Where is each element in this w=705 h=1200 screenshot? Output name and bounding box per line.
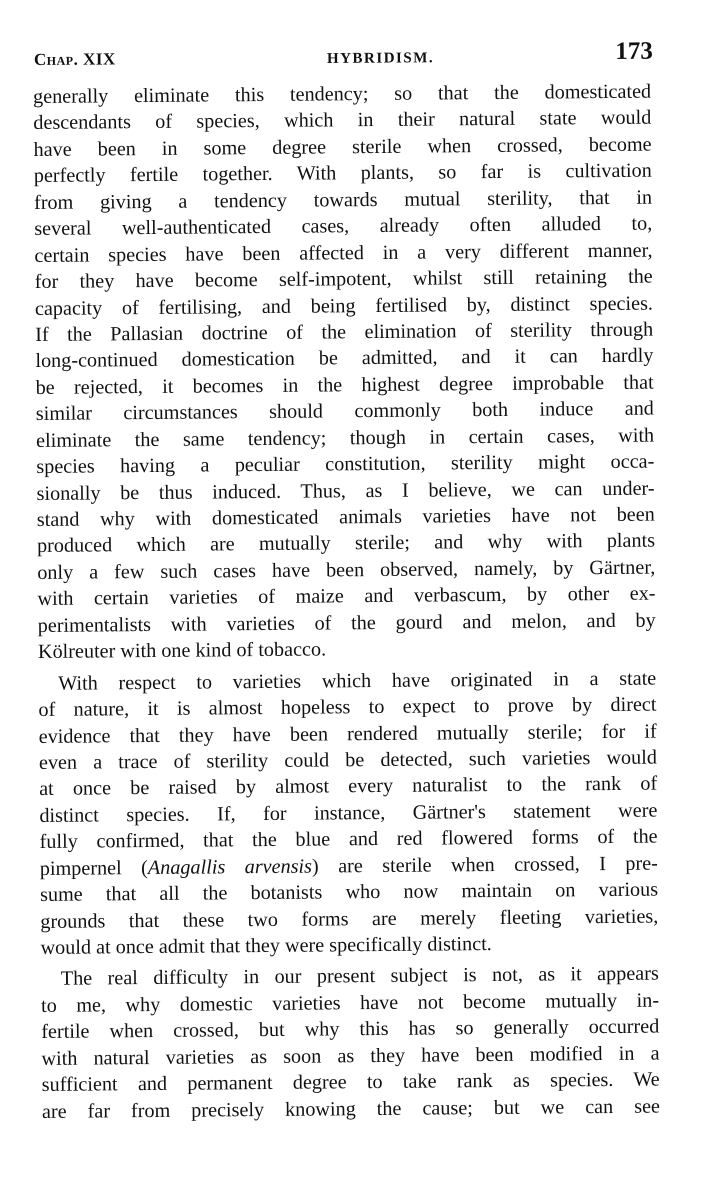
text-line: descendants of species, which in their natural state would [33, 107, 652, 135]
species-name-italic: Anagallis arvensis [147, 855, 313, 879]
text-line: with certain varieties of maize and verbascum, by other ex- [37, 582, 656, 611]
text-line: are far from precisely knowing the cause; but we can see [41, 1095, 661, 1123]
running-title: HYBRIDISM. [326, 50, 435, 67]
text-line: stand why with domesticated animals varieties have not been [36, 503, 655, 531]
text-line: only a few such cases have been observed, namely, by Gärtner, [37, 556, 656, 584]
page-number: 173 [615, 37, 653, 65]
text-line: grounds that these two forms are merely fleeting varieties, [40, 905, 659, 933]
text-line: several well-authenticated cases, already often alluded to, [34, 212, 653, 241]
text-line: from giving a tendency towards mutual sterility, that in [33, 186, 653, 214]
text-line: to me, why domestic varieties have not become mutually in- [40, 989, 660, 1017]
text-line: perimentalists with varieties of the gourd and melon, and by [37, 609, 656, 637]
text-line: With respect to varieties which have originated in a state [58, 667, 657, 695]
text-line: be rejected, it becomes in the highest degree improbable that [35, 371, 654, 399]
text-line: sionally be thus induced. Thus, as I believe, we can under- [36, 477, 655, 505]
text-line: fertile when crossed, but why this has so generally occurred [41, 1015, 660, 1044]
text-line: evidence that they have been rendered mutually sterile; for if [38, 720, 657, 748]
text-line: generally eliminate this tendency; so that the domesticated [33, 80, 652, 108]
text-line: sufficient and permanent degree to take rank as species. We [41, 1068, 660, 1097]
text-fragment: pimpernel ( [39, 856, 148, 880]
text-line: The real difficulty in our present subject is not, as it appears [60, 963, 659, 991]
body-text [33, 79, 660, 1125]
text-line: even a trace of sterility could be detected, such varieties would [38, 746, 657, 774]
text-line: certain species have been affected in a very different manner, [34, 239, 653, 267]
text-line: fully confirmed, that the blue and red flowered forms of the [39, 825, 658, 854]
text-line: similar circumstances should commonly both induce and [35, 397, 654, 426]
chapter-label: Chap. XIX [33, 49, 116, 70]
text-fragment: ) are sterile when crossed, I pre- [311, 852, 658, 878]
text-line: for they have become self-impotent, whilst still retaining the [34, 265, 653, 294]
text-line: distinct species. If, for instance, Gärtner's statement were [39, 799, 658, 827]
text-line: If the Pallasian doctrine of the elimination of sterility through [35, 318, 654, 346]
text-line: Kölreuter with one kind of tobacco. [37, 638, 327, 664]
text-line: with natural varieties as soon as they have been modified in a [41, 1042, 660, 1070]
text-line: species having a peculiar constitution, sterility might occa- [36, 450, 655, 479]
page-header [34, 26, 653, 70]
text-line: perfectly fertile together. With plants, so far is cultivation [33, 159, 652, 188]
text-line: have been in some degree sterile when crossed, become [33, 133, 652, 161]
text-line: long-continued domestication be admitted, and it can hardly [35, 344, 654, 373]
text-line: produced which are mutually sterile; and why with plants [36, 530, 656, 558]
text-line: at once be raised by almost every naturalist to the rank of [39, 772, 658, 801]
text-line: would at once admit that they were specifically distinct. [40, 933, 492, 959]
text-line: eliminate the same tendency; though in certain cases, with [36, 424, 655, 452]
text-line: sume that all the botanists who now maintain on various [39, 878, 659, 907]
text-line: capacity of fertilising, and being fertilised by, distinct species. [34, 292, 654, 320]
text-line: of nature, it is almost hopeless to expect to prove by direct [38, 693, 657, 722]
